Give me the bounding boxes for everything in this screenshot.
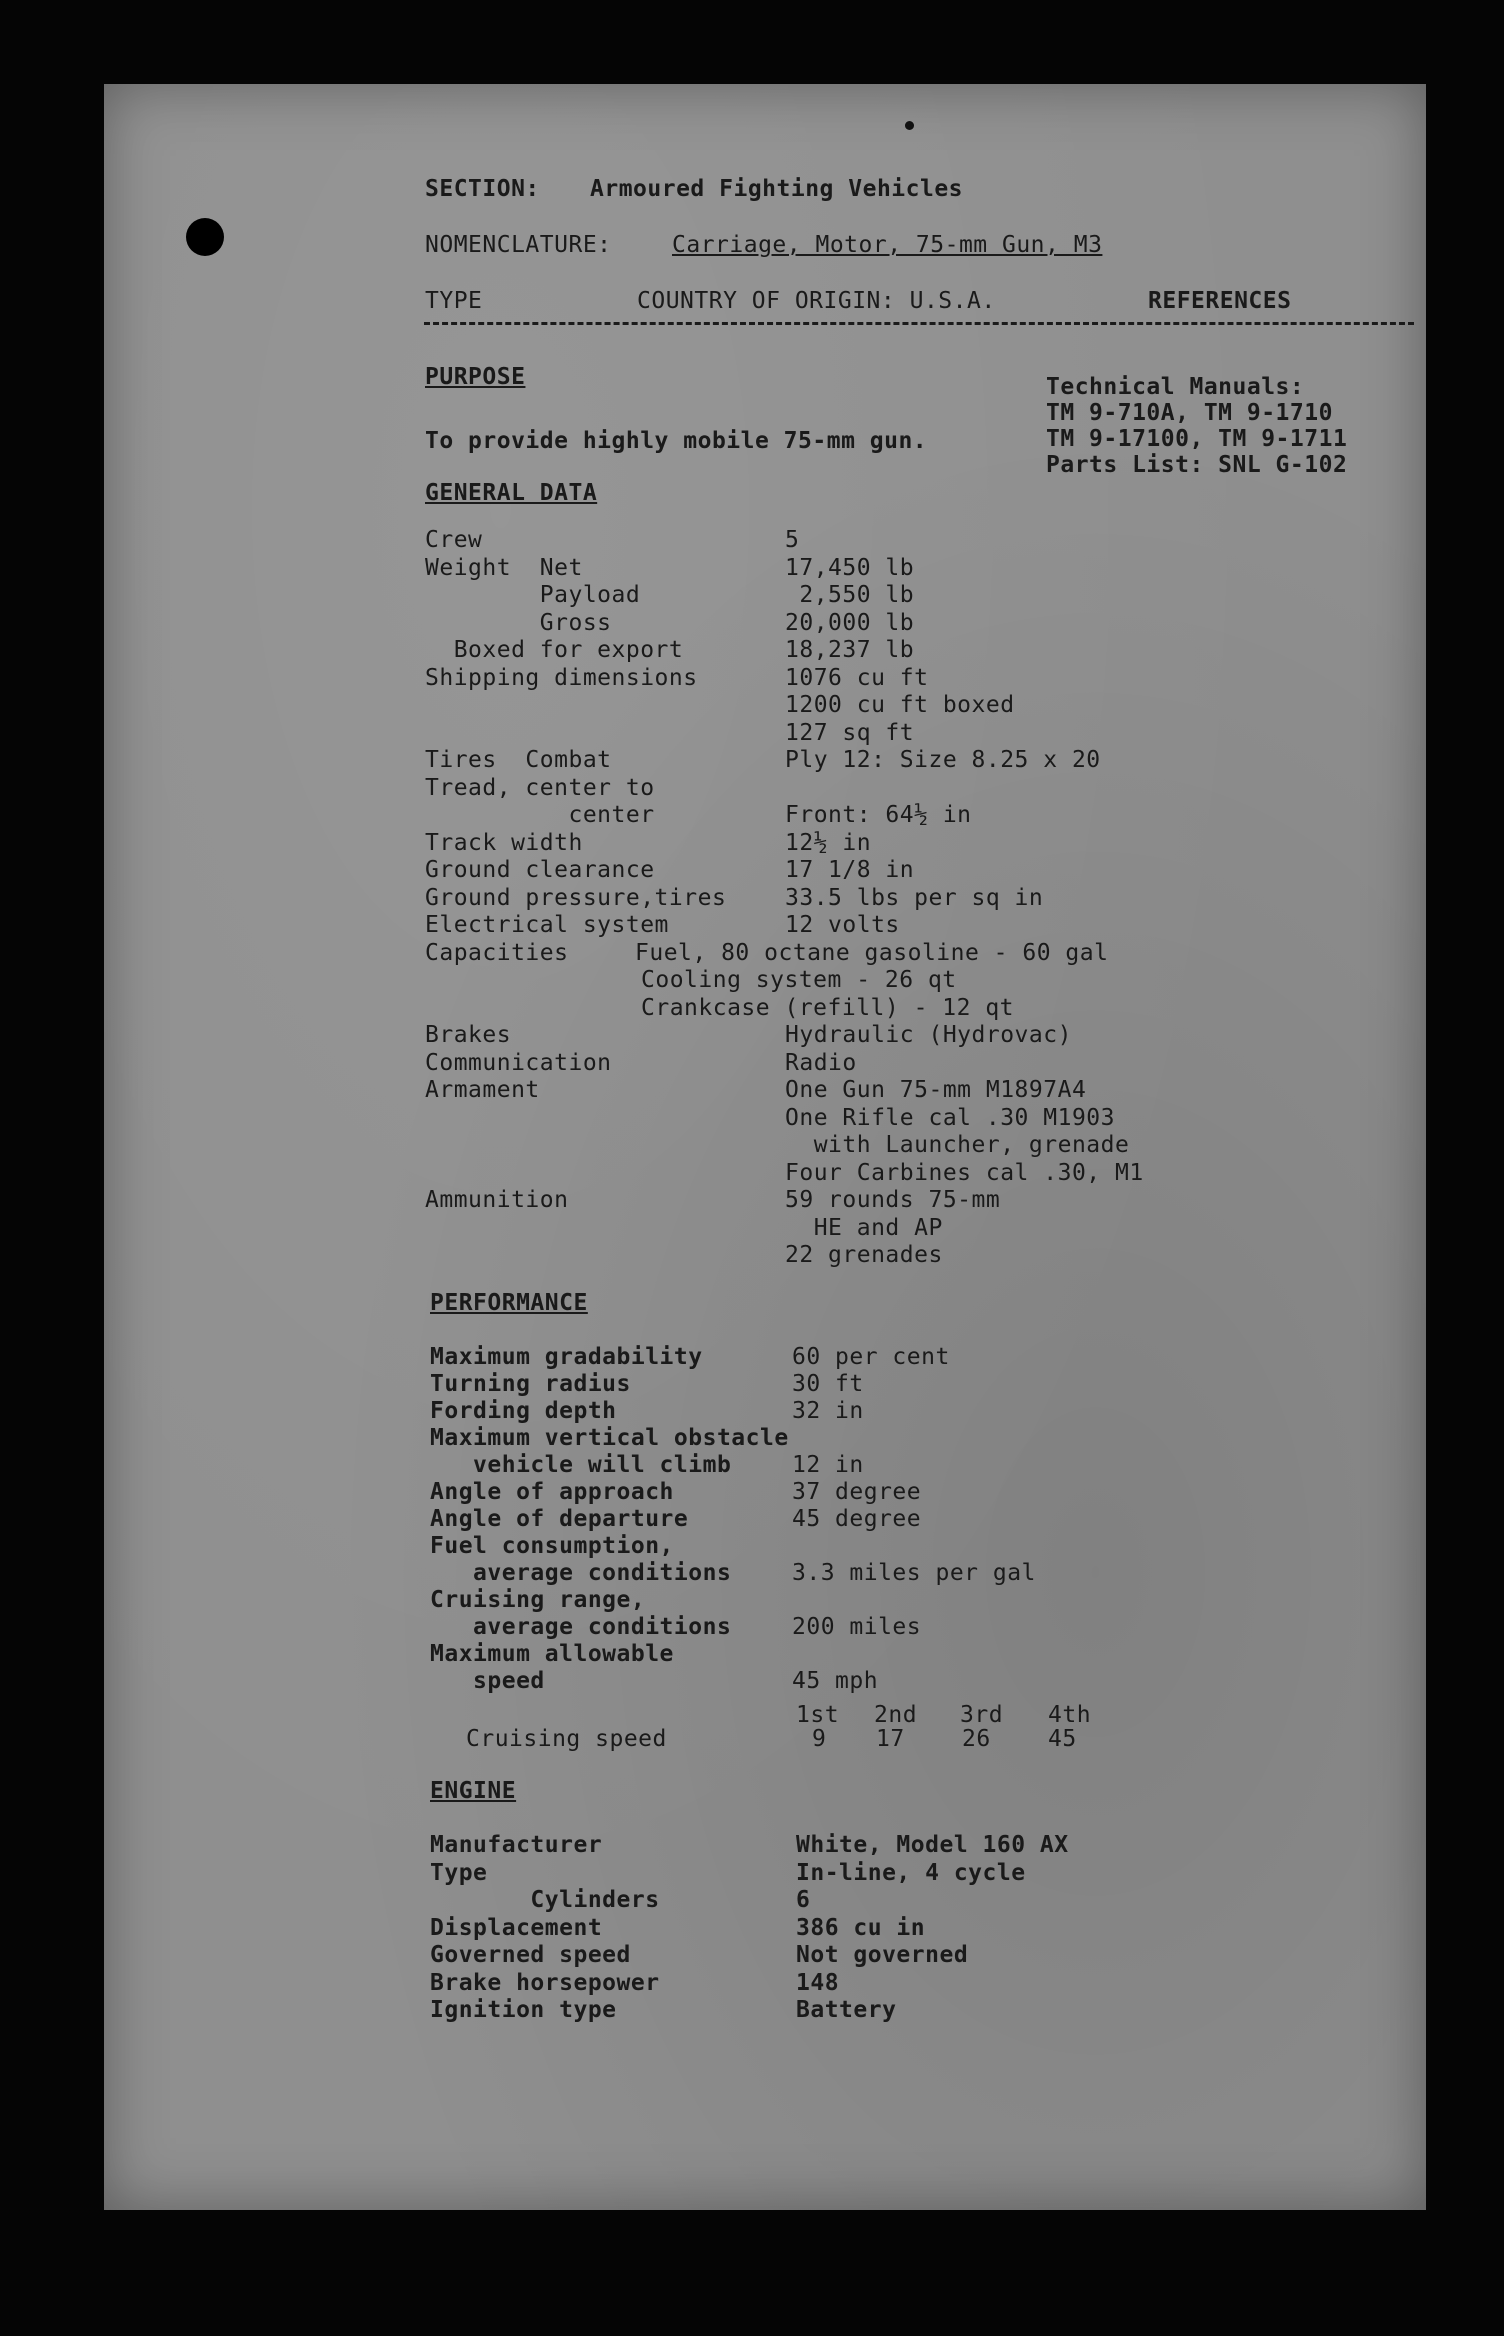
row-value: 45 mph [792,1668,879,1694]
row-value: 1076 cu ft [785,664,929,691]
row-value: One Rifle cal .30 M1903 [785,1104,1115,1131]
row-value: Battery [796,1997,897,2023]
engine-heading: ENGINE [430,1778,517,1804]
row-value: 45 degree [792,1506,922,1532]
row-value: 12 volts [785,912,900,938]
capacity-value: Crankcase (refill) - 12 qt [641,994,1015,1021]
type-label: TYPE [425,288,483,314]
row-label: Tires Combat [425,747,612,773]
purpose-text: To provide highly mobile 75-mm gun. [425,428,928,454]
row-value: 12½ in [785,829,872,856]
row-label: Ground clearance [425,857,655,883]
row-label: Angle of approach [430,1479,674,1505]
row-label: Track width [425,829,583,856]
row-label: Governed speed [430,1942,631,1968]
row-label: Displacement [430,1914,603,1941]
capacity-value: Cooling system - 26 qt [641,967,957,993]
row-value: In-line, 4 cycle [796,1859,1026,1886]
row-label: Boxed for export [425,637,684,663]
capacities-label: Capacities [425,939,569,966]
references-label: REFERENCES [1148,288,1292,314]
row-value: One Gun 75-mm M1897A4 [785,1077,1087,1103]
row-value: HE and AP [785,1214,943,1241]
row-label: Ground pressure,tires [425,884,727,911]
reference-line: TM 9-17100, TM 9-1711 [1046,426,1348,452]
row-value: 2,550 lb [785,582,915,608]
row-value: 20,000 lb [785,609,915,636]
section-value: Armoured Fighting Vehicles [590,176,964,202]
row-label: Cruising range, [430,1587,646,1613]
row-label: Communication [425,1049,612,1076]
row-value: 37 degree [792,1479,922,1505]
row-label: Armament [425,1077,540,1103]
row-value: Not governed [796,1942,969,1968]
row-value: 17 1/8 in [785,857,915,883]
row-label: Type [430,1859,488,1886]
row-label: speed [430,1668,545,1694]
row-value: 60 per cent [792,1344,950,1370]
row-value: 3.3 miles per gal [792,1560,1036,1586]
gear-speed: 9 [812,1726,827,1752]
row-label: Brakes [425,1022,512,1048]
ink-dot [905,121,914,130]
references-list [1046,374,1347,478]
gear-speed: 45 [1048,1726,1077,1752]
row-value: White, Model 160 AX [796,1832,1069,1858]
cruising-speed-label: Cruising speed [466,1726,667,1752]
row-value: Ply 12: Size 8.25 x 20 [785,747,1101,773]
row-value: 1200 cu ft boxed [785,692,1015,718]
row-value: 148 [796,1969,840,1996]
row-value: Hydraulic (Hydrovac) [785,1022,1072,1048]
row-value: Radio [785,1049,857,1076]
row-label: Manufacturer [430,1832,603,1858]
general-data-heading: GENERAL DATA [425,480,598,506]
row-value: 6 [796,1887,811,1913]
row-label: Electrical system [425,912,669,938]
row-value: 200 miles [792,1614,922,1640]
row-value: 5 [785,527,800,553]
row-label: Crew [425,527,483,553]
row-label: Maximum allowable [430,1641,674,1667]
row-label: Cylinders [430,1887,660,1913]
row-label: Ignition type [430,1997,617,2023]
gear-speed: 17 [876,1726,905,1752]
dashed-divider [424,322,1414,325]
row-label: Shipping dimensions [425,664,698,691]
row-value: 33.5 lbs per sq in [785,884,1044,911]
row-label: center [425,802,655,828]
purpose-heading: PURPOSE [425,364,526,390]
row-label: Maximum vertical obstacle [430,1425,789,1451]
row-value: Front: 64½ in [785,802,972,828]
row-value: 386 cu in [796,1914,926,1941]
gear-header: 1st [796,1702,840,1728]
row-label: average conditions [430,1614,732,1640]
row-value: 127 sq ft [785,719,915,746]
gear-header: 4th [1048,1702,1092,1728]
row-value: 18,237 lb [785,637,915,663]
row-value: Four Carbines cal .30, M1 [785,1159,1144,1186]
row-label: vehicle will climb [430,1452,732,1478]
row-value: 32 in [792,1398,864,1424]
row-label: Fording depth [430,1398,617,1424]
row-label: Maximum gradability [430,1344,703,1370]
row-value: 30 ft [792,1371,864,1397]
gear-header: 3rd [960,1702,1004,1728]
row-label: Ammunition [425,1187,569,1213]
nomenclature-label: NOMENCLATURE: [425,232,612,258]
performance-heading: PERFORMANCE [430,1290,588,1316]
reference-line: TM 9-710A, TM 9-1710 [1046,400,1333,426]
section-label: SECTION: [425,176,540,202]
capacity-value: Fuel, 80 octane gasoline - 60 gal [635,939,1109,966]
row-label: Gross [425,609,612,636]
row-label: Tread, center to [425,774,655,801]
row-label: Turning radius [430,1371,631,1397]
row-value: with Launcher, grenade [785,1132,1130,1158]
row-label: Fuel consumption, [430,1533,674,1559]
row-label: Payload [425,582,641,608]
country-label: COUNTRY OF ORIGIN: U.S.A. [637,288,996,314]
row-label: Angle of departure [430,1506,689,1532]
row-label: Brake horsepower [430,1969,660,1996]
nomenclature-value: Carriage, Motor, 75-mm Gun, M3 [672,232,1103,258]
row-value: 22 grenades [785,1242,943,1268]
row-value: 59 rounds 75-mm [785,1187,1001,1213]
gear-speed: 26 [962,1726,991,1752]
row-label: average conditions [430,1560,732,1586]
reference-line: Parts List: SNL G-102 [1046,452,1348,478]
punch-hole [186,218,224,256]
reference-line: Technical Manuals: [1046,374,1305,400]
row-label: Weight Net [425,554,583,581]
row-value: 12 in [792,1452,864,1478]
row-value: 17,450 lb [785,554,915,581]
gear-header: 2nd [874,1702,918,1728]
